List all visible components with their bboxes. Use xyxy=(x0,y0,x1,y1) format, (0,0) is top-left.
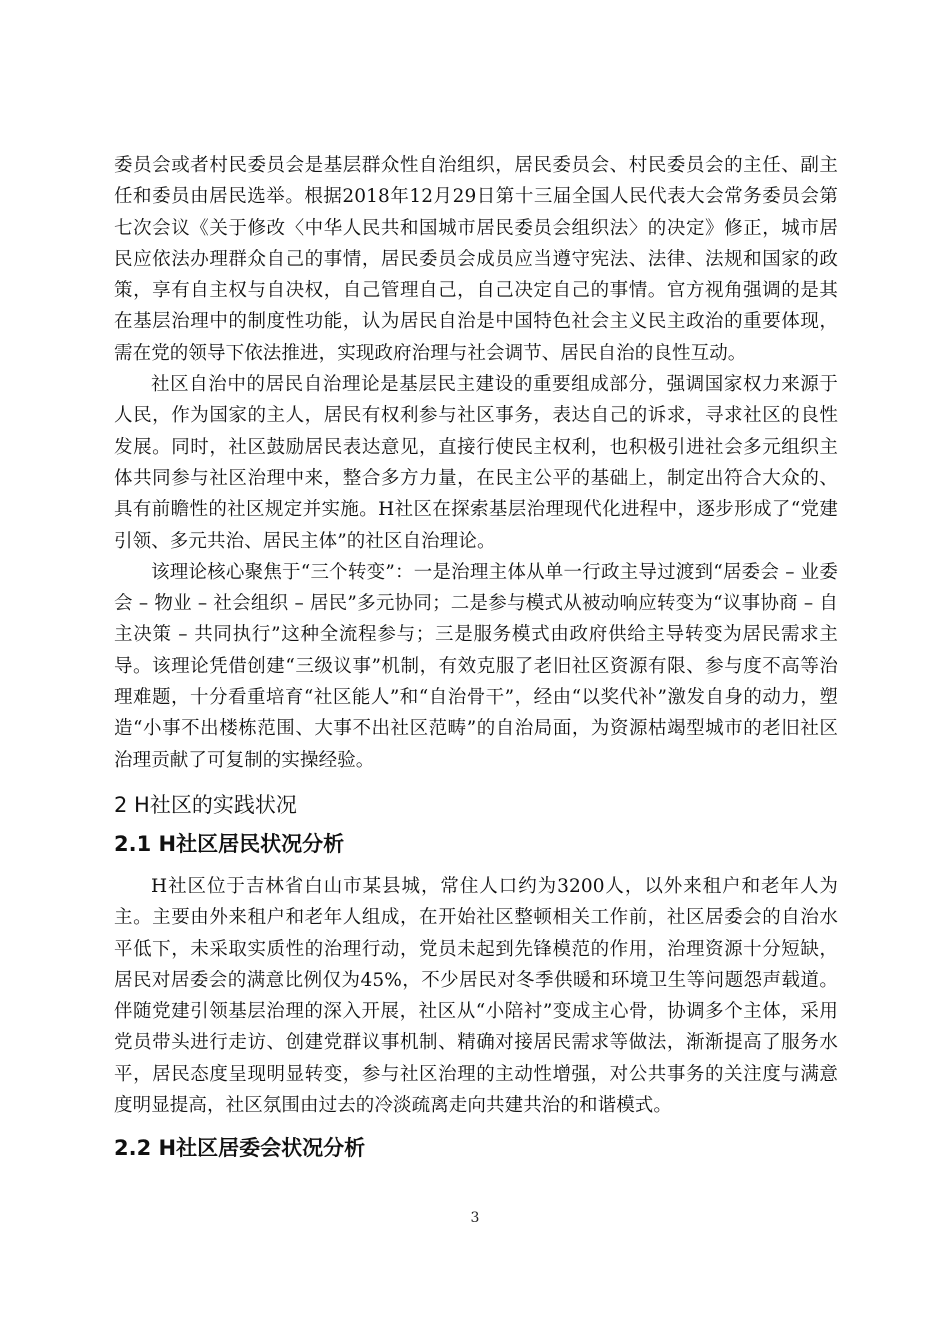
document-body xyxy=(114,150,838,1175)
paragraph-residents-committee-law: 委员会或者村民委员会是基层群众性自治组织，居民委员会、村民委员会的主任、副主任和委员由居民选举。根据2018年12月29日第十三届全国人民代表大会常务委员会第七次会议《关于修改〈中华人民共和国城市居民委员会组织法〉的决定》修正，城市居民应依法办理群众自己的事情，居民委员会成员应当遵守宪法、法律、法规和国家的政策，享有自主权与自决权，自己管理自己，自己决定自己的事情。官方视角强调的是其在基层治理中的制度性功能，认为居民自治是中国特色社会主义民主政治的重要体现，需在党的领导下依法推进，实现政府治理与社会调节、居民自治的良性互动。 xyxy=(114,155,838,364)
paragraph-resident-autonomy-theory: 社区自治中的居民自治理论是基层民主建设的重要组成部分，强调国家权力来源于人民，作为国家的主人，居民有权利参与社区事务，表达自己的诉求，寻求社区的良性发展。同时，社区鼓励居民表达意见，直接行使民主权利，也积极引进社会多元组织主体共同参与社区治理中来，整合多方力量，在民主公平的基础上，制定出符合大众的、具有前瞻性的社区规定并实施。H社区在探索基层治理现代化进程中，逐步形成了“党建引领、多元共治、居民主体”的社区自治理论。 xyxy=(114,374,838,552)
paragraph-three-transformations: 该理论核心聚焦于“三个转变”：一是治理主体从单一行政主导过渡到“居委会 – 业委会 – 物业 – 社会组织 – 居民”多元协同；二是参与模式从被动响应转变为“议事协商 – 自主决策 – 共同执行”这种全流程参与；三是服务模式由政府供给主导转变为居民需求主导。该理论凭借创建“三级议事”机制，有效克服了老旧社区资源有限、参与度不高等治理难题，十分看重培育“社区能人”和“自治骨干”，经由“以奖代补”激发自身的动力，塑造“小事不出楼栋范围、大事不出社区范畴”的自治局面，为资源枯竭型城市的老旧社区治理贡献了可复制的实操经验。 xyxy=(114,561,838,771)
paragraph-community-overview: H社区位于吉林省白山市某县城，常住人口约为3200人，以外来租户和老年人为主。主要由外来租户和老年人组成，在开始社区整顿相关工作前，社区居委会的自治水平低下，未采取实质性的治理行动，党员未起到先锋模范的作用，治理资源十分短缺，居民对居委会的满意比例仅为45%，不少居民对冬季供暖和环境卫生等问题怨声载道。伴随党建引领基层治理的深入开展，社区从“小陪衬”变成主心骨，协调多个主体，采用党员带头进行走访、创建党群议事机制、精确对接居民需求等做法，渐渐提高了服务水平，居民态度呈现明显转变，参与社区治理的主动性增强，对公共事务的关注度与满意度明显提高，社区氛围由过去的冷淡疏离走向共建共治的和谐模式。 xyxy=(114,875,838,1117)
page-number: 3 xyxy=(470,1210,480,1226)
subsection-heading-committee-analysis: 2.2 H社区居委会状况分析 xyxy=(114,1136,366,1161)
section-heading-practice-status: 2 H社区的实践状况 xyxy=(114,792,297,817)
subsection-heading-residents-analysis: 2.1 H社区居民状况分析 xyxy=(114,831,345,856)
